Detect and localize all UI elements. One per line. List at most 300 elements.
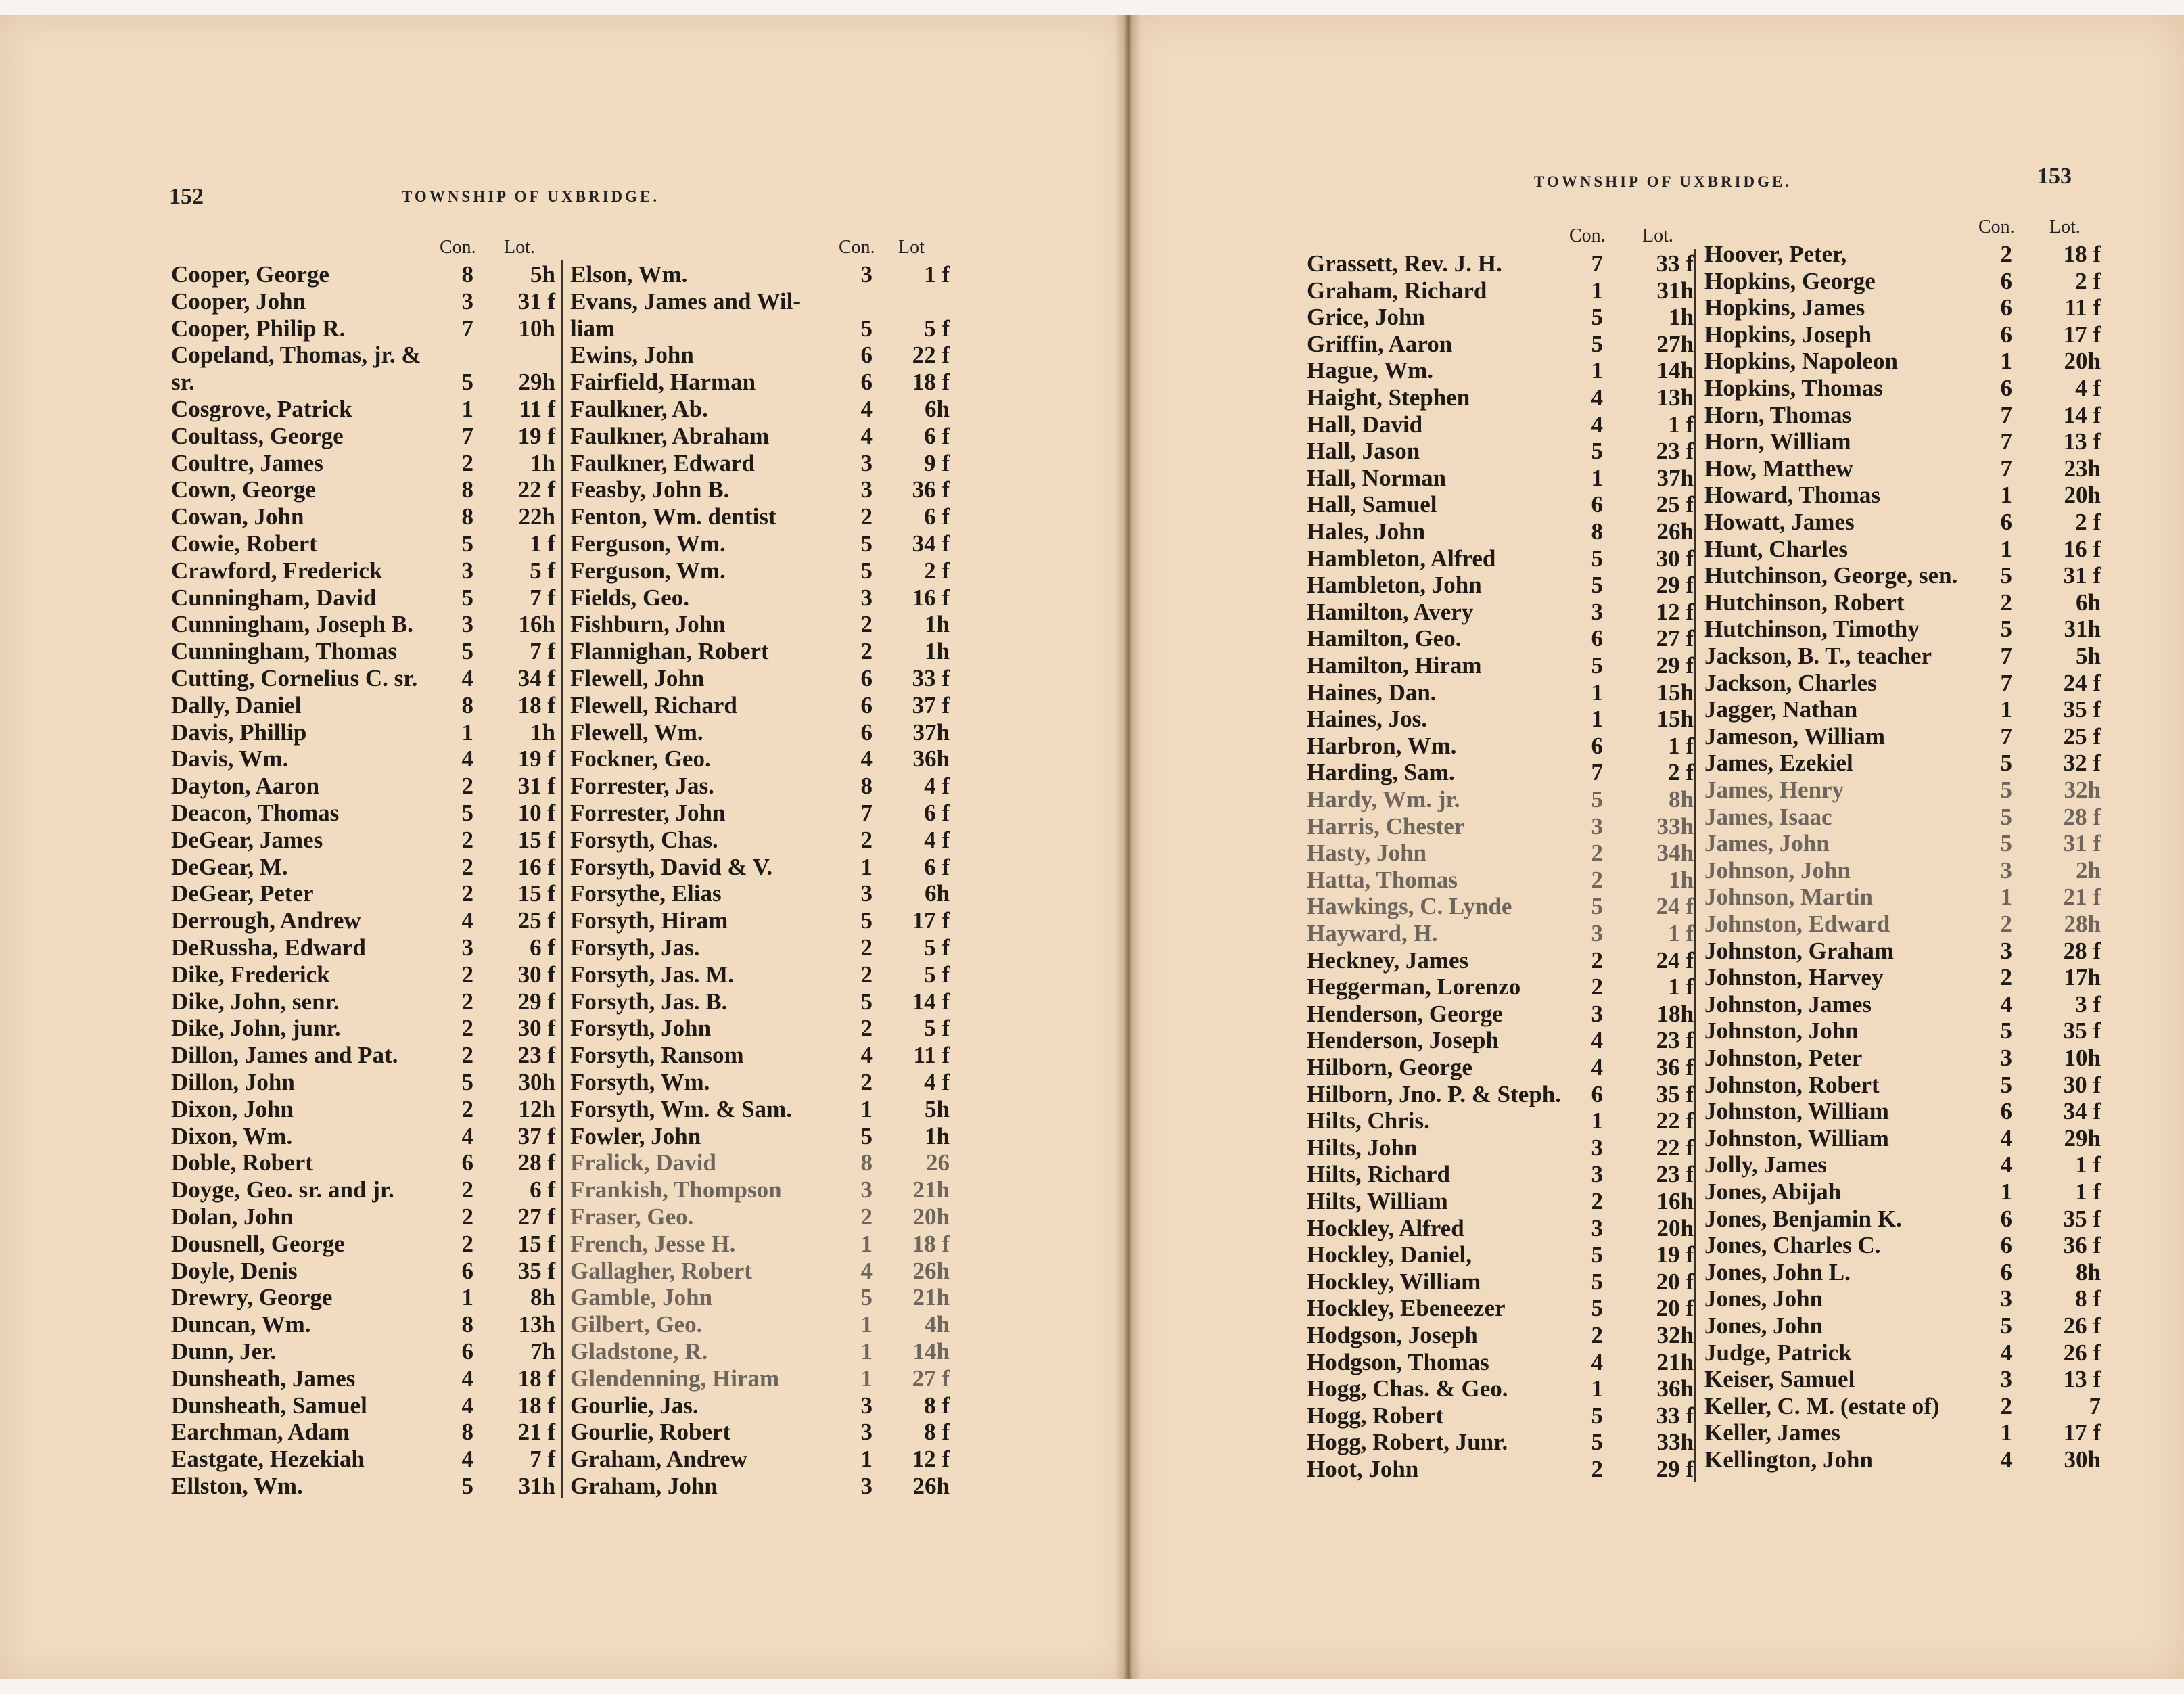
- lot-number: 18 f: [517, 1365, 555, 1392]
- resident-name: Faulkner, Abraham: [570, 422, 770, 449]
- lot-number: 34h: [1656, 840, 1694, 867]
- resident-name: Hawkings, C. Lynde: [1307, 893, 1512, 920]
- concession-number: 5: [2000, 1071, 2012, 1098]
- lot-number: 36 f: [2063, 1232, 2101, 1259]
- lot-number: 24 f: [1656, 946, 1694, 974]
- concession-number: 8: [461, 476, 473, 503]
- concession-number: 2: [461, 1015, 473, 1042]
- lot-number: 31 f: [2063, 830, 2101, 857]
- lot-number: 2 f: [2075, 509, 2101, 535]
- concession-number: 5: [1591, 304, 1603, 331]
- list-item: [171, 1419, 558, 1446]
- lot-number: 27 f: [517, 1204, 555, 1230]
- lot-number: 37 f: [517, 1122, 555, 1149]
- concession-number: 6: [2000, 1232, 2012, 1259]
- list-item: [1704, 589, 2104, 616]
- resident-name: Fenton, Wm. dentist: [570, 503, 776, 530]
- resident-name: Dolan, John: [171, 1204, 294, 1230]
- resident-name: Haines, Dan.: [1307, 679, 1437, 706]
- lot-number: 25 f: [2063, 723, 2101, 750]
- lot-number: 1h: [530, 449, 555, 476]
- lot-number: 18h: [1656, 1000, 1694, 1027]
- concession-number: 5: [860, 557, 873, 584]
- resident-name: Hoover, Peter,: [1704, 241, 1847, 267]
- list-item: [171, 611, 558, 638]
- list-item: [570, 1176, 952, 1204]
- list-item: [570, 1338, 952, 1365]
- concession-number: 3: [2000, 1366, 2012, 1393]
- lot-number: 30 f: [517, 1015, 555, 1042]
- list-item: [570, 1096, 952, 1123]
- concession-number: 3: [1591, 598, 1603, 625]
- lot-number: 23 f: [1656, 1161, 1694, 1188]
- lot-number: 13h: [518, 1311, 555, 1338]
- concession-number: 1: [1591, 277, 1603, 304]
- lot-number: 13 f: [2063, 1366, 2101, 1393]
- list-item: [171, 854, 558, 881]
- resident-name: Dillon, John: [171, 1069, 295, 1095]
- concession-number: 2: [1591, 974, 1603, 1001]
- resident-name: Faulkner, Edward: [570, 449, 755, 476]
- concession-number: 5: [1591, 438, 1603, 465]
- list-item: [1704, 1312, 2104, 1340]
- lot-number: 7: [2089, 1392, 2101, 1419]
- list-item: [1307, 1027, 1696, 1054]
- list-item: [1704, 884, 2104, 911]
- resident-name: Hambleton, Alfred: [1307, 545, 1496, 572]
- resident-name: Derrough, Andrew: [171, 907, 361, 934]
- concession-number: 4: [860, 1042, 873, 1069]
- resident-name: Hogg, Robert, Junr.: [1307, 1429, 1508, 1456]
- resident-name: Hilborn, Jno. P. & Steph.: [1307, 1080, 1562, 1107]
- resident-name: Forsyth, Jas. M.: [570, 961, 735, 988]
- page-number-left: 152: [169, 184, 204, 209]
- lot-number: 30 f: [1656, 545, 1694, 572]
- concession-number: 8: [461, 261, 473, 288]
- concession-number: 8: [461, 1311, 473, 1338]
- concession-number: 3: [860, 1419, 873, 1446]
- resident-name: Jackson, B. T., teacher: [1704, 643, 1932, 669]
- concession-number: 6: [860, 691, 873, 718]
- lot-number: 19 f: [1656, 1241, 1694, 1268]
- resident-name: Eastgate, Hezekiah: [171, 1446, 365, 1473]
- list-item: [1307, 813, 1696, 840]
- concession-number: 6: [2000, 1258, 2012, 1285]
- resident-name: Henderson, Joseph: [1307, 1027, 1499, 1054]
- list-item: [570, 585, 952, 612]
- list-item: [570, 315, 952, 342]
- lot-number: 31h: [1656, 277, 1694, 304]
- resident-name: liam: [570, 315, 615, 342]
- concession-number: 7: [2000, 669, 2012, 696]
- lot-number: 21 f: [2063, 884, 2101, 911]
- column-divider: [1694, 249, 1696, 1482]
- resident-name: Ewins, John: [570, 342, 694, 369]
- concession-number: 5: [2000, 562, 2012, 589]
- concession-number: 3: [860, 1473, 873, 1499]
- list-item: [570, 288, 952, 315]
- lot-number: 20h: [2064, 348, 2101, 375]
- list-item: [1307, 1349, 1696, 1376]
- resident-name: Copeland, Thomas, jr. &: [171, 342, 421, 369]
- resident-name: Johnston, Peter: [1704, 1045, 1863, 1071]
- resident-name: Evans, James and Wil-: [570, 288, 801, 315]
- lot-number: 1 f: [1668, 732, 1694, 759]
- lot-number: 34 f: [2063, 1098, 2101, 1125]
- list-item: [1704, 536, 2104, 563]
- lot-number: 30 f: [2063, 1071, 2101, 1098]
- concession-number: 3: [461, 611, 473, 638]
- lot-number: 22 f: [517, 476, 555, 503]
- list-item: [1704, 509, 2104, 536]
- lot-number: 16 f: [2063, 535, 2101, 562]
- list-item: [570, 1258, 952, 1285]
- resident-name: Doyge, Geo. sr. and jr.: [171, 1176, 394, 1204]
- resident-name: Forrester, Jas.: [570, 773, 714, 800]
- list-item: [1307, 545, 1696, 572]
- concession-number: 5: [2000, 1017, 2012, 1045]
- concession-number: 4: [461, 907, 473, 934]
- concession-number: 1: [860, 1095, 873, 1122]
- concession-number: 2: [461, 961, 473, 988]
- list-item: [1307, 1135, 1696, 1162]
- concession-number: 5: [860, 988, 873, 1015]
- list-item: [570, 800, 952, 827]
- concession-number: 3: [860, 584, 873, 611]
- resident-name: Dike, John, junr.: [171, 1015, 341, 1042]
- concession-number: 6: [2000, 375, 2012, 401]
- list-item: [1307, 331, 1696, 358]
- lot-number: 5 f: [924, 315, 950, 342]
- list-item: [171, 1392, 558, 1419]
- list-item: [1704, 1259, 2104, 1286]
- resident-name: Horn, William: [1704, 428, 1851, 455]
- concession-number: 3: [2000, 856, 2012, 884]
- list-item: [1307, 1375, 1696, 1402]
- list-item: [1704, 964, 2104, 991]
- resident-name: Hilts, John: [1307, 1134, 1418, 1161]
- list-item: [1307, 840, 1696, 867]
- resident-name: Gilbert, Geo.: [570, 1311, 703, 1338]
- resident-name: Gamble, John: [570, 1284, 713, 1311]
- lot-number: 8 f: [924, 1392, 950, 1419]
- resident-name: Dunn, Jer.: [171, 1338, 277, 1365]
- concession-number: 4: [2000, 1446, 2012, 1473]
- lot-number: 32h: [2064, 777, 2101, 803]
- concession-number: 4: [1591, 1027, 1603, 1054]
- concession-number: 2: [1591, 1456, 1603, 1482]
- lot-number: 1h: [530, 718, 555, 746]
- list-item: [1307, 947, 1696, 974]
- resident-name: Coultass, George: [171, 422, 344, 449]
- concession-number: 6: [1591, 625, 1603, 652]
- list-item: [1307, 1295, 1696, 1322]
- resident-name: Earchman, Adam: [171, 1419, 350, 1446]
- list-item: [1307, 465, 1696, 492]
- lot-number: 14h: [1656, 357, 1694, 384]
- lot-number: 26: [926, 1149, 950, 1176]
- lot-number: 6 f: [530, 934, 555, 961]
- resident-name: Doble, Robert: [171, 1149, 313, 1176]
- resident-name: Flannighan, Robert: [570, 638, 769, 665]
- lot-number: 6 f: [530, 1176, 555, 1204]
- list-item: [1704, 670, 2104, 697]
- list-item: [1704, 1151, 2104, 1178]
- lot-number: 17 f: [912, 907, 950, 934]
- concession-number: 2: [461, 853, 473, 880]
- lot-number: 16 f: [517, 853, 555, 880]
- list-item: [1704, 643, 2104, 670]
- resident-name: James, John: [1704, 830, 1830, 857]
- lot-number: 26 f: [2063, 1339, 2101, 1366]
- resident-name: Forsyth, Hiram: [570, 907, 728, 934]
- list-item: [1704, 455, 2104, 482]
- list-item: [171, 692, 558, 719]
- list-item: [171, 423, 558, 450]
- con-header: Con.: [1978, 216, 2015, 237]
- concession-number: 1: [2000, 535, 2012, 562]
- concession-number: 2: [461, 449, 473, 476]
- concession-number: 7: [2000, 401, 2012, 428]
- lot-number: 6h: [925, 880, 950, 907]
- list-item: [1704, 375, 2104, 402]
- list-item: [1704, 1072, 2104, 1099]
- concession-number: 8: [461, 503, 473, 530]
- list-item: [1307, 652, 1696, 679]
- lot-number: 18 f: [2063, 241, 2101, 267]
- con-header: Con.: [440, 237, 476, 258]
- lot-number: 30h: [2064, 1446, 2101, 1473]
- concession-number: 4: [860, 396, 873, 422]
- lot-number: 14 f: [912, 988, 950, 1015]
- resident-name: Forrester, John: [570, 800, 726, 826]
- concession-number: 3: [860, 880, 873, 907]
- lot-number: 37h: [912, 718, 950, 746]
- resident-name: Fairfield, Harman: [570, 369, 756, 396]
- lot-number: 1h: [925, 1122, 950, 1149]
- lot-number: 5 f: [530, 557, 555, 584]
- list-item: [1704, 482, 2104, 509]
- resident-name: Fields, Geo.: [570, 584, 689, 611]
- concession-number: 2: [860, 1204, 873, 1230]
- running-title-right: TOWNSHIP OF UXBRIDGE.: [1534, 173, 1792, 190]
- resident-name: Johnston, John: [1704, 1017, 1859, 1045]
- lot-number: 8h: [1669, 786, 1694, 812]
- resident-name: Hutchinson, George, sen.: [1704, 562, 1958, 589]
- concession-number: 4: [1591, 411, 1603, 438]
- list-item: [171, 1311, 558, 1338]
- lot-number: 31 f: [517, 773, 555, 800]
- column-divider: [561, 260, 563, 1498]
- resident-name: Haight, Stephen: [1307, 384, 1470, 411]
- lot-number: 28 f: [2063, 803, 2101, 830]
- resident-name: Cooper, George: [171, 261, 329, 288]
- resident-name: Hilborn, George: [1307, 1054, 1472, 1080]
- resident-name: Cown, George: [171, 476, 316, 503]
- lot-number: 5 f: [924, 961, 950, 988]
- concession-number: 8: [860, 773, 873, 800]
- resident-name: Cowan, John: [171, 503, 304, 530]
- concession-number: 7: [1591, 759, 1603, 786]
- concession-number: 2: [860, 638, 873, 665]
- resident-name: Dousnell, George: [171, 1230, 345, 1257]
- resident-name: Jones, Benjamin K.: [1704, 1205, 1902, 1232]
- resident-name: Flewell, Richard: [570, 691, 737, 718]
- lot-number: 1 f: [1668, 920, 1694, 946]
- resident-name: Graham, John: [570, 1473, 718, 1499]
- list-item: [1307, 1268, 1696, 1296]
- concession-number: 4: [461, 1446, 473, 1473]
- resident-name: DeGear, M.: [171, 853, 288, 880]
- concession-number: 1: [2000, 1419, 2012, 1446]
- concession-number: 2: [1591, 946, 1603, 974]
- resident-name: Griffin, Aaron: [1307, 330, 1453, 357]
- resident-name: Keller, James: [1704, 1419, 1840, 1446]
- list-item: [1704, 1285, 2104, 1312]
- resident-name: sr.: [171, 369, 195, 396]
- resident-name: Coultre, James: [171, 449, 323, 476]
- lot-number: 8 f: [924, 1419, 950, 1446]
- concession-number: 5: [1591, 1402, 1603, 1429]
- list-item: [570, 1069, 952, 1096]
- lot-number: 23 f: [1656, 1027, 1694, 1054]
- list-item: [1704, 1178, 2104, 1206]
- resident-name: Johnston, William: [1704, 1124, 1889, 1151]
- concession-number: 1: [1591, 1107, 1603, 1135]
- concession-number: 2: [1591, 866, 1603, 893]
- resident-name: Doyle, Denis: [171, 1257, 298, 1284]
- lot-number: 18 f: [912, 369, 950, 396]
- lot-number: 16h: [1656, 1188, 1694, 1214]
- concession-number: 6: [1591, 1080, 1603, 1107]
- lot-header: Lot.: [1642, 225, 1673, 246]
- lot-number: 12h: [518, 1095, 555, 1122]
- resident-name: Forsyth, Chas.: [570, 826, 718, 853]
- concession-number: 1: [461, 1284, 473, 1311]
- lot-number: 2h: [2076, 856, 2101, 884]
- list-item: [1307, 867, 1696, 894]
- concession-number: 2: [2000, 1392, 2012, 1419]
- list-item: [570, 1042, 952, 1069]
- concession-number: 1: [860, 1311, 873, 1338]
- list-item: [570, 1204, 952, 1231]
- resident-name: Hall, David: [1307, 411, 1423, 438]
- list-item: [1704, 830, 2104, 857]
- list-item: [1307, 733, 1696, 760]
- lot-number: 1 f: [924, 261, 950, 288]
- con-header: Con.: [1569, 225, 1606, 246]
- resident-name: DeGear, James: [171, 826, 323, 853]
- concession-number: 4: [461, 665, 473, 691]
- resident-name: DeRussha, Edward: [171, 934, 366, 961]
- resident-name: Hunt, Charles: [1704, 535, 1848, 562]
- list-item: [570, 1419, 952, 1446]
- lot-number: 32 f: [2063, 750, 2101, 777]
- concession-number: 3: [860, 449, 873, 476]
- lot-number: 2 f: [2075, 267, 2101, 294]
- resident-name: Hopkins, Joseph: [1704, 321, 1872, 348]
- lot-number: 29 f: [517, 988, 555, 1015]
- list-item: [570, 988, 952, 1015]
- list-item: [171, 1231, 558, 1258]
- resident-name: Forsyth, Wm. & Sam.: [570, 1095, 792, 1122]
- running-title-left: TOWNSHIP OF UXBRIDGE.: [402, 188, 660, 205]
- list-item: [570, 450, 952, 477]
- lot-number: 19 f: [517, 746, 555, 773]
- resident-name: Dixon, Wm.: [171, 1122, 293, 1149]
- resident-name: Hilts, Richard: [1307, 1161, 1450, 1188]
- concession-number: 7: [1591, 250, 1603, 277]
- lot-number: 24 f: [1656, 893, 1694, 920]
- concession-number: 5: [1591, 1268, 1603, 1295]
- resident-name: Hall, Jason: [1307, 438, 1420, 465]
- lot-number: 1 f: [2075, 1178, 2101, 1205]
- list-item: [1704, 616, 2104, 643]
- resident-name: Forsyth, John: [570, 1015, 712, 1042]
- list-item: [171, 1069, 558, 1096]
- lot-number: 5 f: [924, 1015, 950, 1042]
- resident-name: Judge, Patrick: [1704, 1339, 1852, 1366]
- list-item: [1704, 294, 2104, 321]
- list-item: [1704, 321, 2104, 348]
- concession-number: 1: [2000, 884, 2012, 911]
- resident-name: Ferguson, Wm.: [570, 530, 726, 557]
- concession-number: 4: [461, 1392, 473, 1419]
- lot-number: 15 f: [517, 826, 555, 853]
- lot-number: 6 f: [924, 422, 950, 449]
- list-item: [171, 315, 558, 342]
- concession-number: 6: [461, 1257, 473, 1284]
- concession-number: 6: [860, 665, 873, 691]
- concession-number: 5: [860, 315, 873, 342]
- list-item: [1704, 723, 2104, 750]
- resident-name: Hall, Samuel: [1307, 491, 1437, 518]
- lot-number: 18 f: [517, 1392, 555, 1419]
- concession-number: 1: [1591, 679, 1603, 706]
- lot-number: 26h: [912, 1473, 950, 1499]
- concession-number: 2: [461, 1095, 473, 1122]
- lot-number: 33h: [1656, 1429, 1694, 1456]
- list-item: [171, 961, 558, 988]
- lot-number: 36 f: [912, 476, 950, 503]
- list-item: [1307, 277, 1696, 304]
- resident-name: Forsyth, Wm.: [570, 1069, 710, 1095]
- resident-name: James, Henry: [1704, 777, 1844, 803]
- concession-number: 7: [2000, 455, 2012, 482]
- list-item: [1307, 1429, 1696, 1456]
- list-item: [570, 880, 952, 907]
- lot-number: 11 f: [2064, 294, 2101, 321]
- resident-name: Hatta, Thomas: [1307, 866, 1458, 893]
- concession-number: 5: [461, 1069, 473, 1095]
- resident-name: Hague, Wm.: [1307, 357, 1433, 384]
- concession-number: 1: [1591, 357, 1603, 384]
- concession-number: 2: [860, 934, 873, 961]
- resident-name: Cunningham, David: [171, 584, 377, 611]
- list-item: [1307, 786, 1696, 813]
- concession-number: 4: [461, 1122, 473, 1149]
- resident-name: Dunsheath, Samuel: [171, 1392, 367, 1419]
- list-item: [1307, 679, 1696, 706]
- concession-number: 5: [1591, 1295, 1603, 1322]
- concession-number: 3: [860, 476, 873, 503]
- lot-number: 10 f: [517, 800, 555, 826]
- concession-number: 2: [461, 1176, 473, 1204]
- list-item: [570, 773, 952, 800]
- lot-number: 22 f: [1656, 1107, 1694, 1135]
- lot-number: 1 f: [530, 530, 555, 557]
- list-item: [570, 665, 952, 692]
